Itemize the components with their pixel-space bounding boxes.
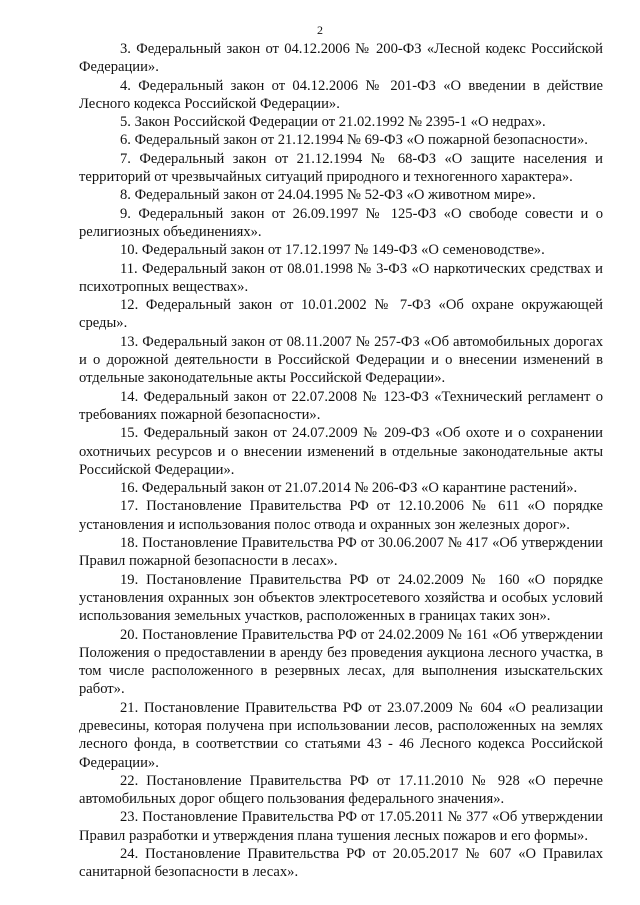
list-item: 22. Постановление Правительства РФ от 17.11.2010 № 928 «О перечне автомобильных дорог общего пользования федерального значения». <box>79 772 603 808</box>
list-item: 5. Закон Российской Федерации от 21.02.1992 № 2395-1 «О недрах». <box>120 114 546 131</box>
list-item: 16. Федеральный закон от 21.07.2014 № 206-ФЗ «О карантине растений». <box>120 480 578 497</box>
list-item: 14. Федеральный закон от 22.07.2008 № 123-ФЗ «Технический регламент о требованиях пожарной безопасности». <box>79 388 603 423</box>
list-item: 3. Федеральный закон от 04.12.2006 № 200-ФЗ «Лесной кодекс Российской Федерации». <box>79 41 603 76</box>
list-item: 7. Федеральный закон от 21.12.1994 № 68-ФЗ «О защите населения и территорий от чрезвычайных ситуаций природного и техногенного характера». <box>79 150 603 186</box>
list-item: 6. Федеральный закон от 21.12.1994 № 69-ФЗ «О пожарной безопасности». <box>120 132 588 149</box>
legal-acts-list <box>79 40 603 882</box>
list-item: 4. Федеральный закон от 04.12.2006 № 201-ФЗ «О введении в действие Лесного кодекса Российской Федерации». <box>79 77 603 112</box>
list-item: 21. Постановление Правительства РФ от 23.07.2009 № 604 «О реализации древесины, которая получена при использовании лесов, расположенных на землях лесного фонда, в соответствии со статьями 43 - 46 Лесного кодекса Российской Федерации». <box>79 699 603 771</box>
list-item: 20. Постановление Правительства РФ от 24.02.2009 № 161 «Об утверждении Положения о предоставлении в аренду без проведения аукциона лесного участка, в том числе расположенного в резервных лесах, для выполнения изыскательских работ». <box>79 626 603 698</box>
list-item: 13. Федеральный закон от 08.11.2007 № 257-ФЗ «Об автомобильных дорогах и о дорожной деятельности в Российской Федерации и о внесении изменений в отдельные законодательные акты Российской Федерации». <box>79 333 603 387</box>
list-item: 19. Постановление Правительства РФ от 24.02.2009 № 160 «О порядке установления охранных зон объектов электросетевого хозяйства и особых условий использования земельных участков, расположенных в границах таких зон». <box>79 571 603 625</box>
list-item: 18. Постановление Правительства РФ от 30.06.2007 № 417 «Об утверждении Правил пожарной безопасности в лесах». <box>79 535 603 570</box>
list-item: 9. Федеральный закон от 26.09.1997 № 125-ФЗ «О свободе совести и о религиозных объединениях». <box>79 205 603 240</box>
list-item: 11. Федеральный закон от 08.01.1998 № 3-ФЗ «О наркотических средствах и психотропных веществах». <box>79 260 603 295</box>
list-item: 15. Федеральный закон от 24.07.2009 № 209-ФЗ «Об охоте и о сохранении охотничьих ресурсов и о внесении изменений в отдельные законодательные акты Российской Федерации». <box>79 425 603 478</box>
list-item: 12. Федеральный закон от 10.01.2002 № 7-ФЗ «Об охране окружающей среды». <box>79 297 603 332</box>
list-item: 8. Федеральный закон от 24.04.1995 № 52-ФЗ «О животном мире». <box>120 187 536 204</box>
list-item: 23. Постановление Правительства РФ от 17.05.2011 № 377 «Об утверждении Правил разработки и утверждения плана тушения лесных пожаров и его формы». <box>79 809 603 844</box>
list-item: 17. Постановление Правительства РФ от 12.10.2006 № 611 «О порядке установления и использования полос отвода и охранных зон железных дорог». <box>79 498 603 533</box>
list-item: 10. Федеральный закон от 17.12.1997 № 149-ФЗ «О семеноводстве». <box>120 242 545 259</box>
page-number: 2 <box>317 23 323 37</box>
list-item: 24. Постановление Правительства РФ от 20.05.2017 № 607 «О Правилах санитарной безопасности в лесах». <box>79 846 603 881</box>
